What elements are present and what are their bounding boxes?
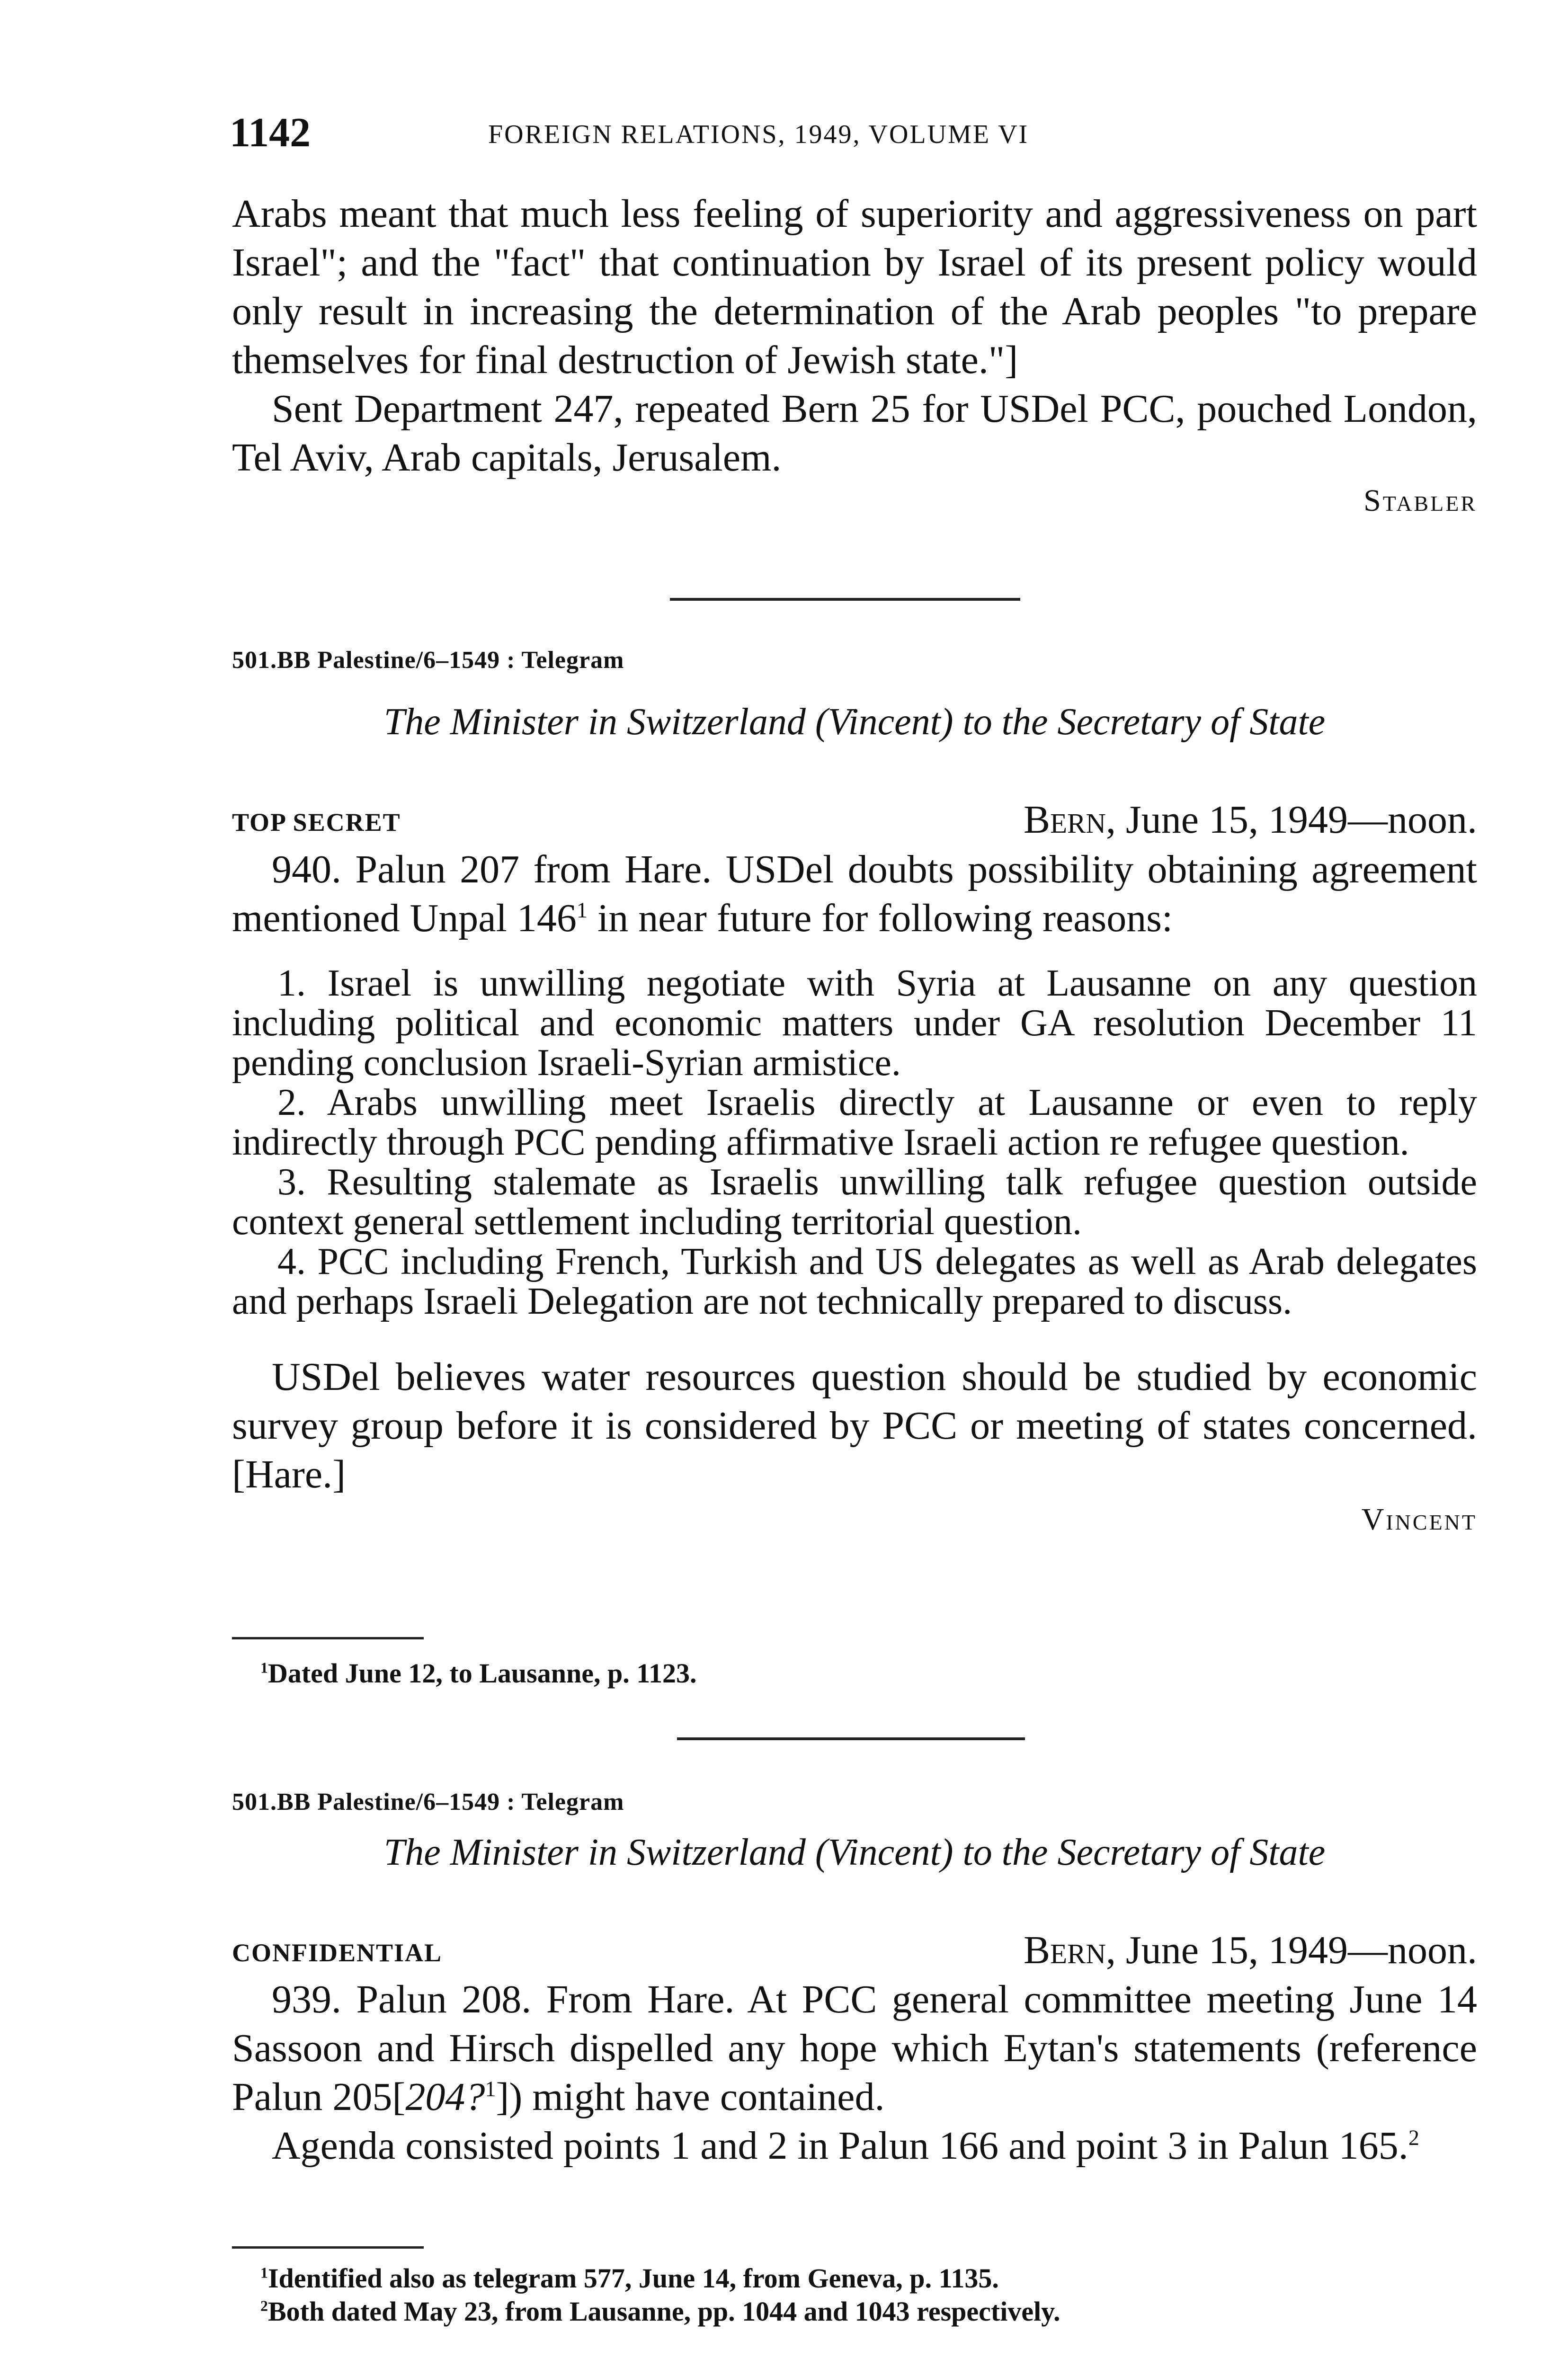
doc2-paragraph-1-text: 939. Palun 208. From Hare. At PCC general committee meeting June 14 Sassoon and Hirsch dispelled any hope which Eytan's statements (reference Palun 205[ xyxy=(232,1977,1477,2119)
footnote-rule-2 xyxy=(232,2246,424,2249)
doc1-footnote-1-text: Dated June 12, to Lausanne, p. 1123. xyxy=(267,1658,697,1689)
doc2-body xyxy=(232,1975,1477,2170)
sent-line: Sent Department 247, repeated Bern 25 for USDel PCC, pouched London, Tel Aviv, Arab capitals, Jerusalem. xyxy=(232,387,1477,480)
footnote-rule-1 xyxy=(232,1637,424,1639)
doc1-list-item-4: 4. PCC including French, Turkish and US delegates as well as Arab delegates and perhaps Israeli Delegation are not technically prepared to discuss. xyxy=(232,1241,1477,1322)
doc2-footnote-1 xyxy=(232,2262,1477,2295)
doc2-dateline-row xyxy=(232,1926,1477,1973)
doc2-footnote-1-text: Identified also as telegram 577, June 14, from Geneva, p. 1135. xyxy=(267,2263,999,2294)
doc1-intro-text: 940. Palun 207 from Hare. USDel doubts possibility obtaining agreement mentioned Unpal 146 xyxy=(232,847,1477,940)
signature-stabler: Stabler xyxy=(1363,483,1477,518)
signature-vincent: Vincent xyxy=(1361,1502,1477,1537)
doc1-footnote-1-mark: 1 xyxy=(260,1659,268,1676)
doc2-paragraph-2-text: Agenda consisted points 1 and 2 in Palun 166 and point 3 in Palun 165. xyxy=(272,2124,1408,2168)
doc1-title: The Minister in Switzerland (Vincent) to the Secretary of State xyxy=(383,701,1326,743)
doc2-dateline xyxy=(1024,1927,1477,1973)
doc2-file-reference: 501.BB Palestine/6–1549 : Telegram xyxy=(232,1789,624,1815)
page-number: 1142 xyxy=(230,110,311,156)
doc1-classification: TOP SECRET xyxy=(232,808,401,836)
doc1-list-item-1: 1. Israel is unwilling negotiate with Syria at Lausanne on any question including political and economic matters under GA resolution December 11 pending conclusion Israeli-Syrian armistice. xyxy=(232,962,1477,1084)
doc1-dateline-place: Bern xyxy=(1023,798,1106,842)
doc1-intro-footnote-mark: 1 xyxy=(576,898,588,922)
doc2-paragraph-1-footnote-mark: 1 xyxy=(485,2077,496,2101)
doc2-title: The Minister in Switzerland (Vincent) to the Secretary of State xyxy=(383,1832,1326,1873)
doc1-body xyxy=(232,845,1477,1538)
doc1-dateline-date: , June 15, 1949—noon. xyxy=(1106,798,1477,842)
doc2-paragraph-2-footnote-mark: 2 xyxy=(1408,2126,1419,2150)
doc2-footnote-2-mark: 2 xyxy=(260,2297,268,2314)
doc1-footnote-1 xyxy=(232,1657,1477,1690)
doc2-dateline-date: , June 15, 1949—noon. xyxy=(1106,1928,1477,1972)
doc2-footnotes xyxy=(232,2262,1477,2328)
section-divider xyxy=(670,598,1020,601)
doc2-paragraph-2 xyxy=(232,2121,1477,2170)
continuation-paragraph: Arabs meant that much less feeling of superiority and aggressiveness on part Israel"; and the "fact" that continuation by Israel of its present policy would only result in increasing the determination of the Arab peoples "to prepare themselves for final destruction of Jewish state."] xyxy=(232,192,1477,382)
doc1-list-item-3: 3. Resulting stalemate as Israelis unwilling talk refugee question outside context general settlement including territorial question. xyxy=(232,1161,1477,1243)
doc2-classification: CONFIDENTIAL xyxy=(232,1939,443,1967)
doc1-file-reference: 501.BB Palestine/6–1549 : Telegram xyxy=(232,647,624,674)
section-divider xyxy=(677,1737,1025,1740)
doc2-dateline-place: Bern xyxy=(1023,1928,1106,1972)
doc1-dateline xyxy=(1024,797,1477,843)
doc2-paragraph-1-text-end: ]) might have contained. xyxy=(496,2075,885,2119)
doc1-intro xyxy=(232,845,1477,943)
doc1-list-item-2: 2. Arabs unwilling meet Israelis directly at Lausanne or even to reply indirectly through PCC pending affirmative Israeli action re refugee question. xyxy=(232,1082,1477,1163)
doc1-closing: USDel believes water resources question should be studied by economic survey group before it is considered by PCC or meeting of states concerned. [Hare.] xyxy=(232,1355,1477,1496)
page-header xyxy=(230,109,1479,161)
running-head: FOREIGN RELATIONS, 1949, VOLUME VI xyxy=(488,120,1029,149)
doc1-dateline-row xyxy=(232,795,1477,843)
doc2-footnote-2 xyxy=(232,2295,1477,2328)
doc2-footnote-1-mark: 1 xyxy=(260,2264,268,2281)
continuation-block xyxy=(232,189,1477,519)
doc2-footnote-2-text: Both dated May 23, from Lausanne, pp. 1044 and 1043 respectively. xyxy=(267,2296,1060,2327)
doc1-footnotes xyxy=(232,1657,1477,1690)
doc2-paragraph-1 xyxy=(232,1975,1477,2121)
doc1-intro-text-end: in near future for following reasons: xyxy=(587,896,1173,940)
doc2-paragraph-1-italic: 204? xyxy=(405,2075,485,2119)
